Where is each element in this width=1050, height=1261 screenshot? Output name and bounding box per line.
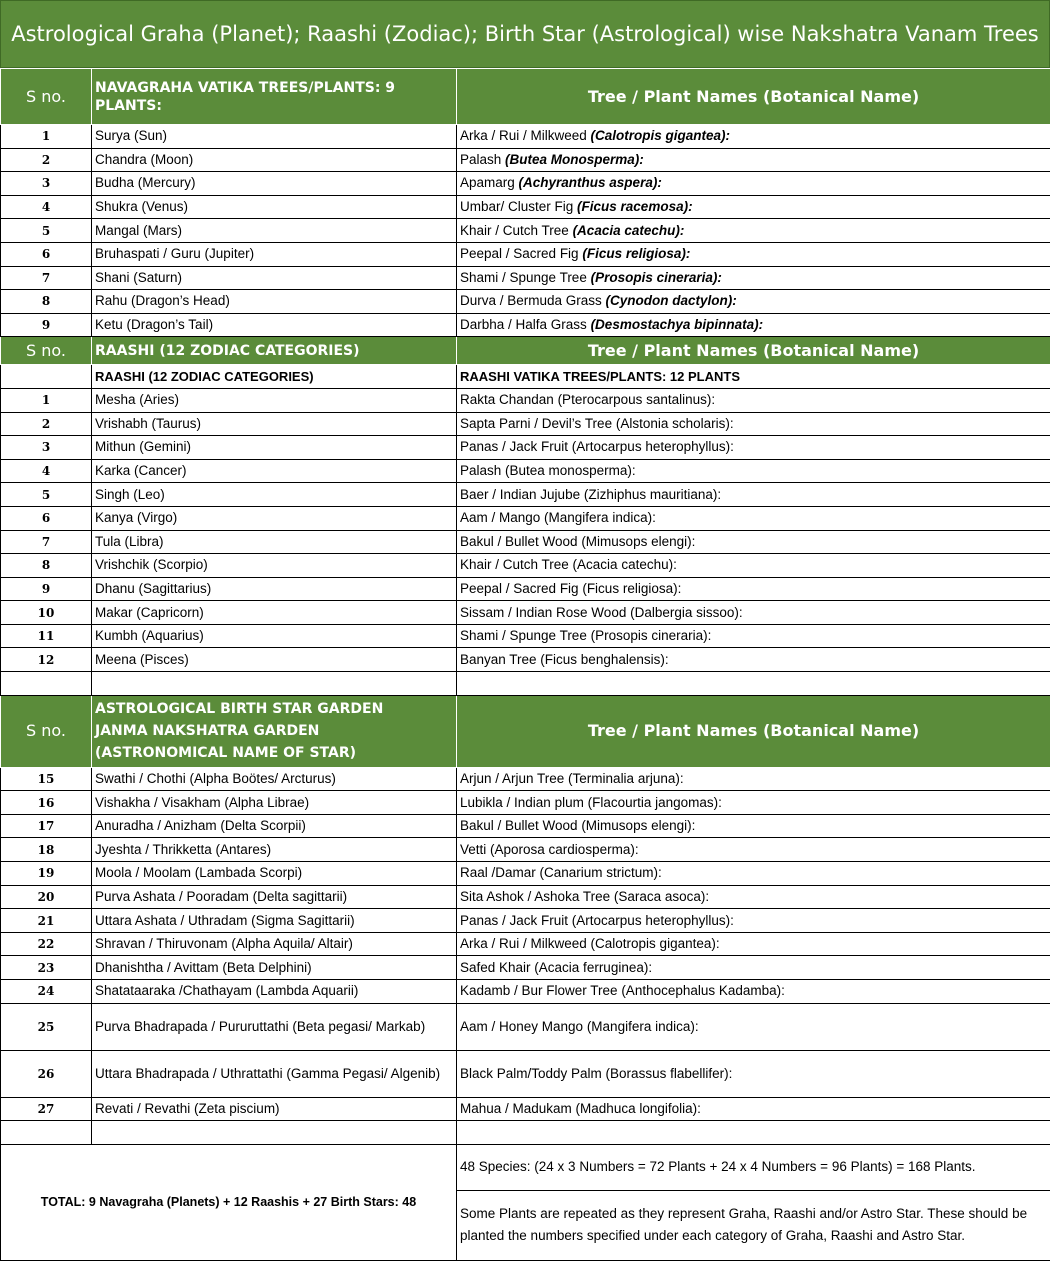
sn-header: S no. — [1, 69, 92, 125]
planet-name: Chandra (Moon) — [92, 148, 457, 172]
table-row — [1, 506, 1050, 530]
botanical-name: (Calotropis gigantea): — [590, 128, 731, 144]
sn-header: S no. — [1, 695, 92, 767]
tree-name: Safed Khair (Acacia ferruginea): — [457, 956, 1050, 980]
table-row — [1, 601, 1050, 625]
zodiac-name: Kanya (Virgo) — [92, 506, 457, 530]
tree-name: Arka / Rui / Milkweed (Calotropis gigantea): — [457, 932, 1050, 956]
serial-number: 15 — [1, 767, 92, 791]
tree-common-name: Shami / Spunge Tree — [460, 269, 591, 285]
table-row — [1, 554, 1050, 578]
table-row — [1, 932, 1050, 956]
serial-number: 8 — [1, 290, 92, 314]
botanical-name: (Desmostachya bipinnata): — [590, 317, 764, 333]
table-row — [1, 172, 1050, 196]
total-label: TOTAL: 9 Navagraha (Planets) + 12 Raashis + 27 Birth Stars: 48 — [1, 1144, 457, 1260]
tree-name: Aam / Honey Mango (Mangifera indica): — [457, 1003, 1050, 1050]
tree-name: Shami / Spunge Tree (Prosopis cineraria): — [457, 624, 1050, 648]
tree-name — [457, 313, 1050, 337]
table-row — [1, 909, 1050, 933]
navagraha-header: NAVAGRAHA VATIKA TREES/PLANTS: 9 PLANTS: — [92, 69, 457, 125]
serial-number: 22 — [1, 932, 92, 956]
serial-number: 4 — [1, 459, 92, 483]
table-row — [1, 767, 1050, 791]
star-name: Anuradha / Anizham (Delta Scorpii) — [92, 814, 457, 838]
repeat-note: Some Plants are repeated as they represent Graha, Raashi and/or Astro Star. These should be planted the numbers specified under each category of Graha, Raashi and Astro Star. — [457, 1190, 1050, 1260]
serial-number: 5 — [1, 219, 92, 243]
tree-name: Sissam / Indian Rose Wood (Dalbergia sissoo): — [457, 601, 1050, 625]
star-name: Shatataaraka /Chathayam (Lambda Aquarii) — [92, 980, 457, 1004]
serial-number: 1 — [1, 125, 92, 149]
planet-name: Ketu (Dragon’s Tail) — [92, 313, 457, 337]
planet-name: Rahu (Dragon’s Head) — [92, 290, 457, 314]
tree-name: Panas / Jack Fruit (Artocarpus heterophyllus): — [457, 909, 1050, 933]
serial-number: 12 — [1, 648, 92, 672]
serial-number: 19 — [1, 862, 92, 886]
raashi-subheader-row — [1, 365, 1050, 389]
serial-number: 6 — [1, 242, 92, 266]
empty-cell — [457, 1121, 1050, 1145]
star-name: Purva Ashata / Pooradam (Delta sagittarii) — [92, 885, 457, 909]
table-row — [1, 530, 1050, 554]
table-row — [1, 814, 1050, 838]
serial-number: 10 — [1, 601, 92, 625]
tree-name — [457, 148, 1050, 172]
tree-name: Rakta Chandan (Pterocarpous santalinus): — [457, 388, 1050, 412]
serial-number: 26 — [1, 1050, 92, 1097]
empty-cell — [1, 1121, 92, 1145]
raashi-header-row — [1, 337, 1050, 365]
tree-name — [457, 242, 1050, 266]
table-row — [1, 219, 1050, 243]
serial-number: 3 — [1, 436, 92, 460]
serial-number: 7 — [1, 530, 92, 554]
botanical-name: (Acacia catechu): — [572, 222, 685, 238]
zodiac-name: Mithun (Gemini) — [92, 436, 457, 460]
serial-number: 5 — [1, 483, 92, 507]
table-row — [1, 1003, 1050, 1050]
tree-common-name: Apamarg — [460, 175, 519, 191]
tree-common-name: Peepal / Sacred Fig — [460, 246, 583, 262]
table-row — [1, 885, 1050, 909]
tree-name — [457, 219, 1050, 243]
nakshatra-table — [0, 68, 1050, 1261]
raashi-subheader-right: RAASHI VATIKA TREES/PLANTS: 12 PLANTS — [457, 365, 1050, 389]
tree-name: Bakul / Bullet Wood (Mimusops elengi): — [457, 814, 1050, 838]
table-row — [1, 313, 1050, 337]
serial-number: 27 — [1, 1097, 92, 1121]
tree-name — [457, 195, 1050, 219]
serial-number: 23 — [1, 956, 92, 980]
tree-name: Arjun / Arjun Tree (Terminalia arjuna): — [457, 767, 1050, 791]
table-row — [1, 1097, 1050, 1121]
tree-common-name: Umbar/ Cluster Fig — [460, 199, 578, 215]
serial-number: 9 — [1, 313, 92, 337]
birthstar-header-line2: JANMA NAKSHATRA GARDEN — [95, 723, 320, 740]
tree-common-name: Palash — [460, 151, 506, 167]
birthstar-header-row — [1, 695, 1050, 767]
zodiac-name: Vrishabh (Taurus) — [92, 412, 457, 436]
tree-name: Kadamb / Bur Flower Tree (Anthocephalus Kadamba): — [457, 980, 1050, 1004]
planet-name: Bruhaspati / Guru (Jupiter) — [92, 242, 457, 266]
serial-number: 18 — [1, 838, 92, 862]
tree-name: Mahua / Madukam (Madhuca longifolia): — [457, 1097, 1050, 1121]
botanical-name: (Cynodon dactylon): — [605, 293, 737, 309]
table-row — [1, 388, 1050, 412]
planet-name: Mangal (Mars) — [92, 219, 457, 243]
tree-common-name: Arka / Rui / Milkweed — [460, 128, 591, 144]
navagraha-header-row — [1, 69, 1050, 125]
raashi-subheader-left: RAASHI (12 ZODIAC CATEGORIES) — [92, 365, 457, 389]
serial-number: 2 — [1, 148, 92, 172]
star-name: Dhanishtha / Avittam (Beta Delphini) — [92, 956, 457, 980]
table-row — [1, 436, 1050, 460]
star-name: Revati / Revathi (Zeta piscium) — [92, 1097, 457, 1121]
table-row — [1, 1050, 1050, 1097]
tree-name: Panas / Jack Fruit (Artocarpus heterophyllus): — [457, 436, 1050, 460]
zodiac-name: Vrishchik (Scorpio) — [92, 554, 457, 578]
table-row — [1, 412, 1050, 436]
table-row — [1, 624, 1050, 648]
table-row — [1, 195, 1050, 219]
table-row — [1, 290, 1050, 314]
birthstar-header-line3: (ASTRONOMICAL NAME OF STAR) — [95, 745, 357, 762]
table-row — [1, 577, 1050, 601]
zodiac-name: Tula (Libra) — [92, 530, 457, 554]
tree-name: Baer / Indian Jujube (Zizhiphus mauritiana): — [457, 483, 1050, 507]
empty-cell — [1, 672, 92, 696]
tree-name: Sapta Parni / Devil’s Tree (Alstonia scholaris): — [457, 412, 1050, 436]
empty-cell — [1, 365, 92, 389]
table-row — [1, 459, 1050, 483]
serial-number: 20 — [1, 885, 92, 909]
birthstar-header — [92, 695, 457, 767]
raashi-header: RAASHI (12 ZODIAC CATEGORIES) — [92, 337, 457, 365]
tree-name: Vetti (Aporosa cardiosperma): — [457, 838, 1050, 862]
star-name: Moola / Moolam (Lambada Scorpi) — [92, 862, 457, 886]
tree-name: Khair / Cutch Tree (Acacia catechu): — [457, 554, 1050, 578]
tree-name: Raal /Damar (Canarium strictum): — [457, 862, 1050, 886]
zodiac-name: Mesha (Aries) — [92, 388, 457, 412]
tree-header: Tree / Plant Names (Botanical Name) — [457, 337, 1050, 365]
tree-common-name: Durva / Bermuda Grass — [460, 293, 606, 309]
zodiac-name: Meena (Pisces) — [92, 648, 457, 672]
zodiac-name: Dhanu (Sagittarius) — [92, 577, 457, 601]
botanical-name: (Achyranthus aspera): — [518, 175, 662, 191]
planet-name: Budha (Mercury) — [92, 172, 457, 196]
serial-number: 16 — [1, 791, 92, 815]
table-row — [1, 956, 1050, 980]
zodiac-name: Makar (Capricorn) — [92, 601, 457, 625]
planet-name: Surya (Sun) — [92, 125, 457, 149]
tree-name: Banyan Tree (Ficus benghalensis): — [457, 648, 1050, 672]
tree-header: Tree / Plant Names (Botanical Name) — [457, 695, 1050, 767]
tree-common-name: Darbha / Halfa Grass — [460, 317, 591, 333]
tree-name — [457, 290, 1050, 314]
tree-name: Sita Ashok / Ashoka Tree (Saraca asoca): — [457, 885, 1050, 909]
star-name: Vishakha / Visakham (Alpha Librae) — [92, 791, 457, 815]
tree-common-name: Khair / Cutch Tree — [460, 222, 573, 238]
zodiac-name: Karka (Cancer) — [92, 459, 457, 483]
table-row — [1, 862, 1050, 886]
zodiac-name: Singh (Leo) — [92, 483, 457, 507]
table-row — [1, 648, 1050, 672]
species-summary: 48 Species: (24 x 3 Numbers = 72 Plants + 24 x 4 Numbers = 96 Plants) = 168 Plants. — [457, 1144, 1050, 1190]
empty-cell — [92, 1121, 457, 1145]
planet-name: Shani (Saturn) — [92, 266, 457, 290]
sn-header: S no. — [1, 337, 92, 365]
table-row — [1, 791, 1050, 815]
tree-name: Lubikla / Indian plum (Flacourtia jangomas): — [457, 791, 1050, 815]
empty-cell — [457, 672, 1050, 696]
star-name: Jyeshta / Thrikketta (Antares) — [92, 838, 457, 862]
star-name: Swathi / Chothi (Alpha Boötes/ Arcturus) — [92, 767, 457, 791]
serial-number: 9 — [1, 577, 92, 601]
botanical-name: (Ficus religiosa): — [582, 246, 691, 262]
serial-number: 25 — [1, 1003, 92, 1050]
tree-name — [457, 266, 1050, 290]
tree-name — [457, 125, 1050, 149]
tree-name: Aam / Mango (Mangifera indica): — [457, 506, 1050, 530]
table-row — [1, 125, 1050, 149]
serial-number: 24 — [1, 980, 92, 1004]
planet-name: Shukra (Venus) — [92, 195, 457, 219]
table-row — [1, 148, 1050, 172]
serial-number: 6 — [1, 506, 92, 530]
table-row — [1, 242, 1050, 266]
star-name: Shravan / Thiruvonam (Alpha Aquila/ Altair) — [92, 932, 457, 956]
table-row — [1, 980, 1050, 1004]
table-row — [1, 266, 1050, 290]
tree-name: Black Palm/Toddy Palm (Borassus flabellifer): — [457, 1050, 1050, 1097]
serial-number: 21 — [1, 909, 92, 933]
total-row — [1, 1144, 1050, 1190]
serial-number: 2 — [1, 412, 92, 436]
serial-number: 4 — [1, 195, 92, 219]
botanical-name: (Prosopis cineraria): — [590, 269, 722, 285]
serial-number: 3 — [1, 172, 92, 196]
star-name: Purva Bhadrapada / Pururuttathi (Beta pegasi/ Markab) — [92, 1003, 457, 1050]
botanical-name: (Butea Monosperma): — [505, 151, 644, 167]
serial-number: 11 — [1, 624, 92, 648]
serial-number: 8 — [1, 554, 92, 578]
blank-row — [1, 672, 1050, 696]
serial-number: 1 — [1, 388, 92, 412]
tree-header: Tree / Plant Names (Botanical Name) — [457, 69, 1050, 125]
botanical-name: (Ficus racemosa): — [577, 199, 693, 215]
serial-number: 7 — [1, 266, 92, 290]
table-row — [1, 838, 1050, 862]
star-name: Uttara Bhadrapada / Uthrattathi (Gamma Pegasi/ Algenib) — [92, 1050, 457, 1097]
page-title: Astrological Graha (Planet); Raashi (Zodiac); Birth Star (Astrological) wise Nakshatra Vanam Trees — [0, 0, 1050, 68]
tree-name: Peepal / Sacred Fig (Ficus religiosa): — [457, 577, 1050, 601]
empty-cell — [92, 672, 457, 696]
table-row — [1, 483, 1050, 507]
blank-row — [1, 1121, 1050, 1145]
tree-name: Bakul / Bullet Wood (Mimusops elengi): — [457, 530, 1050, 554]
tree-name — [457, 172, 1050, 196]
star-name: Uttara Ashata / Uthradam (Sigma Sagittarii) — [92, 909, 457, 933]
serial-number: 17 — [1, 814, 92, 838]
birthstar-header-line1: ASTROLOGICAL BIRTH STAR GARDEN — [95, 701, 384, 718]
zodiac-name: Kumbh (Aquarius) — [92, 624, 457, 648]
tree-name: Palash (Butea monosperma): — [457, 459, 1050, 483]
